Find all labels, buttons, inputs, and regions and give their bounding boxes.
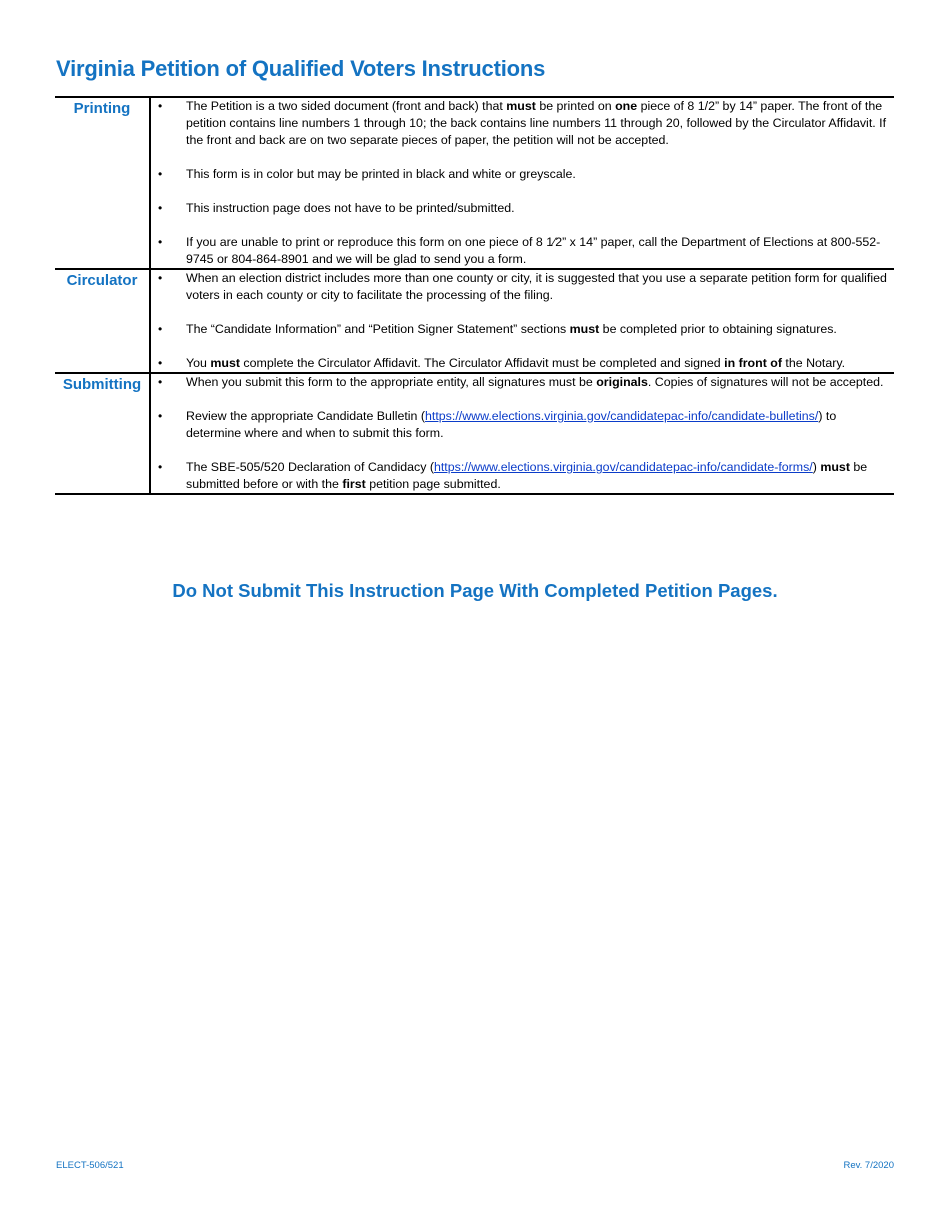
emphasis-text: must (506, 99, 536, 113)
instruction-text: complete the Circulator Affidavit. The Circulator Affidavit must be completed and signed (239, 356, 725, 370)
instruction-item (151, 374, 894, 391)
instruction-item (151, 408, 894, 442)
instruction-list (151, 374, 894, 493)
emphasis-text: must (820, 460, 850, 474)
section-label: Circulator (55, 269, 150, 373)
instruction-item (151, 459, 894, 493)
section-circulator (55, 269, 894, 373)
instruction-text: the Notary. (781, 356, 846, 370)
emphasis-text: must (210, 356, 240, 370)
bulletin-link[interactable]: https://www.elections.virginia.gov/candidatepac-info/candidate-bulletins/ (425, 409, 819, 423)
instruction-text: be completed prior to obtaining signatures. (599, 322, 837, 336)
section-content (150, 373, 894, 494)
instruction-text: be printed on (535, 99, 616, 113)
instruction-text: When an election district includes more than one county or city, it is suggested that you use a separate petition form for qualified voters in each county or city to facilitate the processing of the filing. (186, 271, 887, 302)
section-label: Printing (55, 97, 150, 269)
instruction-item (151, 166, 894, 183)
instruction-text: The SBE-505/520 Declaration of Candidacy ( (186, 460, 434, 474)
instruction-item (151, 270, 894, 304)
instruction-text: ) to determine where and when to submit this form. (186, 409, 837, 440)
instruction-text: The Petition is a two sided document (front and back) that (186, 99, 507, 113)
revision-date: Rev. 7/2020 (843, 1160, 894, 1171)
instruction-item (151, 200, 894, 217)
emphasis-text: one (615, 99, 638, 113)
section-content (150, 269, 894, 373)
instruction-item (151, 234, 894, 268)
instructions-table (55, 96, 894, 495)
instruction-text: This form is in color but may be printed in black and white or greyscale. (186, 167, 576, 181)
section-submitting (55, 373, 894, 494)
instruction-item (151, 321, 894, 338)
section-label: Submitting (55, 373, 150, 494)
instruction-text: Review the appropriate Candidate Bulletin ( (186, 409, 426, 423)
section-printing (55, 97, 894, 269)
bulletin-link[interactable]: https://www.elections.virginia.gov/candidatepac-info/candidate-forms/ (433, 460, 813, 474)
instruction-text: petition page submitted. (365, 477, 501, 491)
emphasis-text: originals (596, 375, 648, 389)
instruction-text: piece of 8 1/2” by 14” paper. The front of the petition contains line numbers 1 through 10; the back contains line numbers 11 through 20, followed by the Circulator Affidavit. If the front and back are on two separate pieces of paper, the petition will not be accepted. (186, 99, 887, 147)
instruction-text: This instruction page does not have to be printed/submitted. (186, 201, 515, 215)
instruction-item (151, 98, 894, 149)
instruction-text: ) (812, 460, 821, 474)
page-title: Virginia Petition of Qualified Voters Instructions (56, 56, 546, 81)
instruction-list (151, 270, 894, 372)
emphasis-text: first (342, 477, 366, 491)
instruction-item (151, 355, 894, 372)
instructions-body (55, 97, 894, 494)
instruction-text: be submitted before or with the (186, 460, 868, 491)
do-not-submit-notice: Do Not Submit This Instruction Page With Completed Petition Pages. (172, 580, 778, 601)
form-id: ELECT-506/521 (56, 1160, 124, 1171)
section-content (150, 97, 894, 269)
instruction-list (151, 98, 894, 268)
instruction-text: The “Candidate Information” and “Petition Signer Statement” sections (186, 322, 570, 336)
instruction-text: If you are unable to print or reproduce this form on one piece of 8 1⁄2” x 14” paper, call the Department of Elections at 800-552-9745 or 804-864-8901 and we will be glad to send you a form. (186, 235, 881, 266)
instruction-text: You (186, 356, 211, 370)
instruction-text: When you submit this form to the appropriate entity, all signatures must be (186, 375, 597, 389)
emphasis-text: in front of (724, 356, 782, 370)
instruction-text: . Copies of signatures will not be accepted. (647, 375, 884, 389)
emphasis-text: must (569, 322, 600, 336)
